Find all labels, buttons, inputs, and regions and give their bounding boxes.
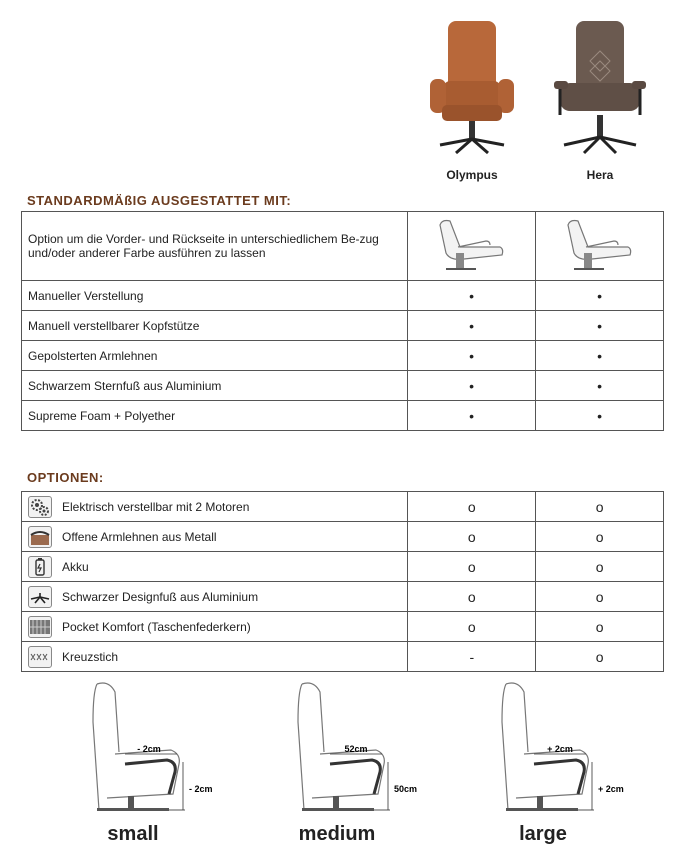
olympus-value: • [408,281,536,311]
option-row [22,492,408,522]
product-name-hera: Hera [586,168,614,182]
pocket-spring-icon [28,616,52,638]
olympus-value: • [408,311,536,341]
olympus-value: • [408,371,536,401]
table-row [22,341,664,371]
hera-recline-illustration [536,212,664,281]
options-section-title: OPTIONEN: [27,470,104,485]
hera-value: • [536,341,664,371]
olympus-value: • [408,341,536,371]
table-row [22,371,664,401]
size-diagram-large [494,682,634,814]
seat-height-label: - 2cm [189,784,213,794]
olympus-value: o [408,582,536,612]
table-row [22,401,664,431]
table-row [22,552,664,582]
option-label: Elektrisch verstellbar mit 2 Motoren [62,499,250,514]
product-hera [550,15,650,160]
table-row [22,311,664,341]
standard-row-label: Gepolsterten Armlehnen [22,341,408,371]
olympus-recline-illustration [408,212,536,281]
table-row [22,281,664,311]
standard-section-title: STANDARDMÄßIG AUSGESTATTET MIT: [27,193,292,208]
seat-width-label: + 2cm [547,744,573,754]
recliner-sketch-icon [430,217,514,273]
product-olympus [422,15,522,160]
seat-width-label: 52cm [344,744,368,754]
table-row [22,492,664,522]
olympus-chair-image [422,15,522,155]
hera-value: o [536,642,664,672]
hera-value: o [536,492,664,522]
hera-value: o [536,522,664,552]
option-row [22,582,408,612]
hera-value: • [536,281,664,311]
standard-row-label: Manuell verstellbarer Kopfstütze [22,311,408,341]
size-label-small: small [107,823,159,845]
size-label-medium: medium [298,823,376,845]
cross-stitch-icon [28,646,52,668]
option-label: Akku [62,559,89,574]
olympus-value: o [408,492,536,522]
olympus-value: o [408,522,536,552]
olympus-value: - [408,642,536,672]
seat-width-label: - 2cm [137,744,161,754]
product-name-olympus: Olympus [446,168,498,182]
seat-height-label: 50cm [394,784,418,794]
recliner-sketch-icon [558,217,642,273]
table-row [22,582,664,612]
options-table [21,491,664,672]
olympus-value: • [408,401,536,431]
gears-icon [28,496,52,518]
option-label: Pocket Komfort (Taschenfederkern) [62,619,251,634]
standard-row-label: Manueller Verstellung [22,281,408,311]
standard-row-label: Option um die Vorder- und Rückseite in unterschiedlichem Be-zug und/oder anderer Farbe ausführen zu lassen [22,212,408,281]
size-diagram-small [85,682,225,814]
hera-value: • [536,371,664,401]
table-row [22,642,664,672]
hera-value: • [536,401,664,431]
option-label: Offene Armlehnen aus Metall [62,529,217,544]
option-row [22,522,408,552]
hera-value: o [536,582,664,612]
olympus-value: o [408,612,536,642]
hera-value: o [536,552,664,582]
standard-row-label: Schwarzem Sternfuß aus Aluminium [22,371,408,401]
table-row [22,612,664,642]
option-label: Schwarzer Designfuß aus Aluminium [62,589,259,604]
size-diagram-medium [290,682,430,814]
table-row [22,522,664,552]
option-row [22,612,408,642]
size-label-large: large [519,823,567,845]
table-row [22,212,664,281]
metal-armrest-icon [28,526,52,548]
option-row [22,642,408,672]
standard-table [21,211,664,431]
hera-value: o [536,612,664,642]
hera-value: • [536,311,664,341]
hera-chair-image [550,15,650,155]
seat-height-label: + 2cm [598,784,624,794]
standard-row-label: Supreme Foam + Polyether [22,401,408,431]
olympus-value: o [408,552,536,582]
star-base-icon [28,586,52,608]
battery-icon [28,556,52,578]
option-row [22,552,408,582]
option-label: Kreuzstich [62,649,119,664]
